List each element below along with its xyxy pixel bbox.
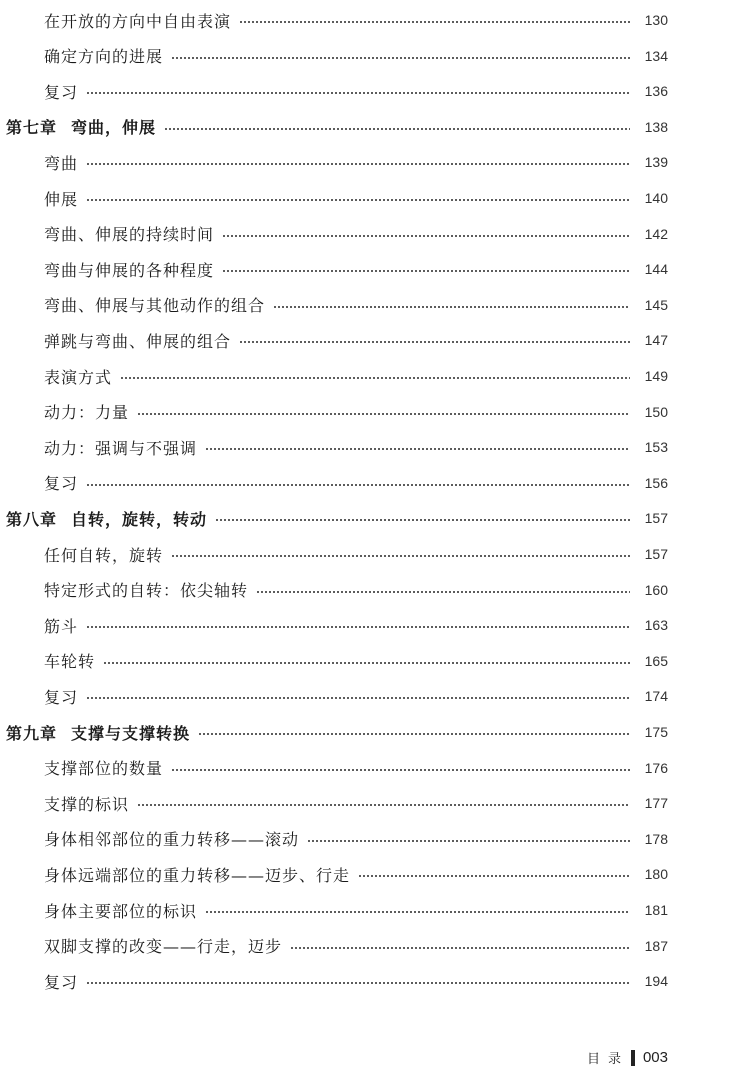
section-title: 弯曲 <box>44 153 79 173</box>
dot-leader <box>137 413 630 415</box>
section-title: 复习 <box>44 687 79 707</box>
chapter-number: 第七章 <box>6 118 58 138</box>
chapter-number: 第八章 <box>6 509 58 529</box>
page-number: 136 <box>644 83 668 100</box>
page-number: 156 <box>644 474 668 491</box>
toc-section-row <box>0 2 750 38</box>
dot-leader <box>86 697 630 699</box>
section-title: 任何自转，旋转 <box>44 545 164 565</box>
toc-section-row <box>0 38 750 74</box>
toc-section-row <box>0 892 750 928</box>
section-title: 动力：强调与不强调 <box>44 438 198 458</box>
page-number: 187 <box>644 937 668 954</box>
toc-section-row <box>0 358 750 394</box>
page-number: 176 <box>644 759 668 776</box>
page-number: 138 <box>644 118 668 135</box>
toc-section-row <box>0 821 750 857</box>
toc-chapter-row <box>0 109 750 145</box>
chapter-title-text: 自转，旋转，转动 <box>71 509 208 529</box>
page-number: 145 <box>644 296 668 313</box>
dot-leader <box>164 128 630 130</box>
dot-leader <box>137 804 630 806</box>
footer-page-number: 003 <box>642 1049 668 1066</box>
page-number: 180 <box>644 866 668 883</box>
section-title: 动力：力量 <box>44 403 130 423</box>
dot-leader <box>198 733 630 735</box>
dot-leader <box>358 875 630 877</box>
dot-leader <box>171 555 630 557</box>
toc-section-row <box>0 536 750 572</box>
section-title: 弯曲、伸展的持续时间 <box>44 225 215 245</box>
page-number: 147 <box>644 332 668 349</box>
chapter-title <box>6 507 207 530</box>
toc-section-row <box>0 429 750 465</box>
section-title: 复习 <box>44 474 79 494</box>
dot-leader <box>290 947 630 949</box>
toc-section-row <box>0 322 750 358</box>
toc-section-row <box>0 607 750 643</box>
section-title: 伸展 <box>44 189 79 209</box>
page-number: 181 <box>644 902 668 918</box>
dot-leader <box>239 21 630 23</box>
section-title: 身体主要部位的标识 <box>44 901 198 921</box>
chapter-title-text: 支撑与支撑转换 <box>71 723 191 743</box>
dot-leader <box>103 662 630 664</box>
footer-section-label: 目录 <box>586 1052 629 1067</box>
dot-leader <box>222 235 630 237</box>
section-title: 弹跳与弯曲、伸展的组合 <box>44 331 232 351</box>
section-title: 弯曲与伸展的各种程度 <box>44 260 215 280</box>
page-number: 153 <box>644 439 668 456</box>
dot-leader <box>86 92 630 94</box>
dot-leader <box>171 57 630 59</box>
page-number: 142 <box>644 225 668 242</box>
section-title: 确定方向的进展 <box>44 47 164 67</box>
dot-leader <box>205 911 630 913</box>
toc-section-row <box>0 216 750 252</box>
chapter-title-text: 弯曲，伸展 <box>71 118 157 138</box>
page-number: 163 <box>644 617 668 634</box>
toc-chapter-row <box>0 500 750 536</box>
page-number: 165 <box>644 652 668 669</box>
chapter-number: 第九章 <box>6 723 58 743</box>
toc-section-row <box>0 678 750 714</box>
page-number: 134 <box>644 47 668 64</box>
page-number: 150 <box>644 403 668 420</box>
chapter-title <box>6 115 156 138</box>
dot-leader <box>239 341 630 343</box>
toc-section-row <box>0 144 750 180</box>
dot-leader <box>86 484 630 486</box>
toc-section-row <box>0 73 750 109</box>
page-number: 157 <box>644 546 668 562</box>
toc-section-row <box>0 287 750 323</box>
page-footer <box>587 1048 668 1067</box>
page-number: 140 <box>644 190 668 206</box>
section-title: 车轮转 <box>44 652 96 672</box>
page-number: 130 <box>644 12 668 28</box>
dot-leader <box>256 591 630 593</box>
page-number: 160 <box>644 581 668 598</box>
section-title: 支撑的标识 <box>44 794 130 814</box>
toc-section-row <box>0 251 750 287</box>
dot-leader <box>120 377 630 379</box>
page-number: 177 <box>644 795 668 812</box>
section-title: 在开放的方向中自由表演 <box>44 11 232 31</box>
dot-leader <box>205 448 630 450</box>
section-title: 支撑部位的数量 <box>44 759 164 779</box>
dot-leader <box>86 163 630 165</box>
dot-leader <box>273 306 630 308</box>
toc-section-row <box>0 928 750 964</box>
toc-section-row <box>0 465 750 501</box>
footer-divider-bar <box>631 1050 635 1066</box>
dot-leader <box>307 840 630 842</box>
page-number: 178 <box>644 830 668 847</box>
dot-leader <box>215 519 630 521</box>
section-title: 身体远端部位的重力转移——迈步、行走 <box>44 865 351 885</box>
section-title: 复习 <box>44 82 79 102</box>
page-number: 144 <box>644 261 668 278</box>
page-number: 174 <box>644 688 668 705</box>
toc-chapter-row <box>0 714 750 750</box>
section-title: 表演方式 <box>44 367 113 387</box>
section-title: 特定形式的自转：依尖轴转 <box>44 581 249 601</box>
toc-section-row <box>0 785 750 821</box>
toc-section-row <box>0 963 750 999</box>
page-number: 149 <box>644 368 668 384</box>
toc-section-row <box>0 643 750 679</box>
section-title: 身体相邻部位的重力转移——滚动 <box>44 830 300 850</box>
dot-leader <box>222 270 630 272</box>
dot-leader <box>171 769 630 771</box>
page-number: 139 <box>644 154 668 171</box>
page-number: 157 <box>644 510 668 527</box>
section-title: 复习 <box>44 972 79 992</box>
page-number: 175 <box>644 724 668 740</box>
page-number: 194 <box>644 973 668 990</box>
toc-section-row <box>0 180 750 216</box>
section-title: 双脚支撑的改变——行走，迈步 <box>44 937 283 957</box>
toc-section-row <box>0 394 750 430</box>
dot-leader <box>86 982 630 984</box>
section-title: 筋斗 <box>44 616 79 636</box>
dot-leader <box>86 199 630 201</box>
toc-section-row <box>0 856 750 892</box>
dot-leader <box>86 626 630 628</box>
toc-section-row <box>0 572 750 608</box>
chapter-title <box>6 721 190 744</box>
section-title: 弯曲、伸展与其他动作的组合 <box>44 296 266 316</box>
toc-section-row <box>0 750 750 786</box>
